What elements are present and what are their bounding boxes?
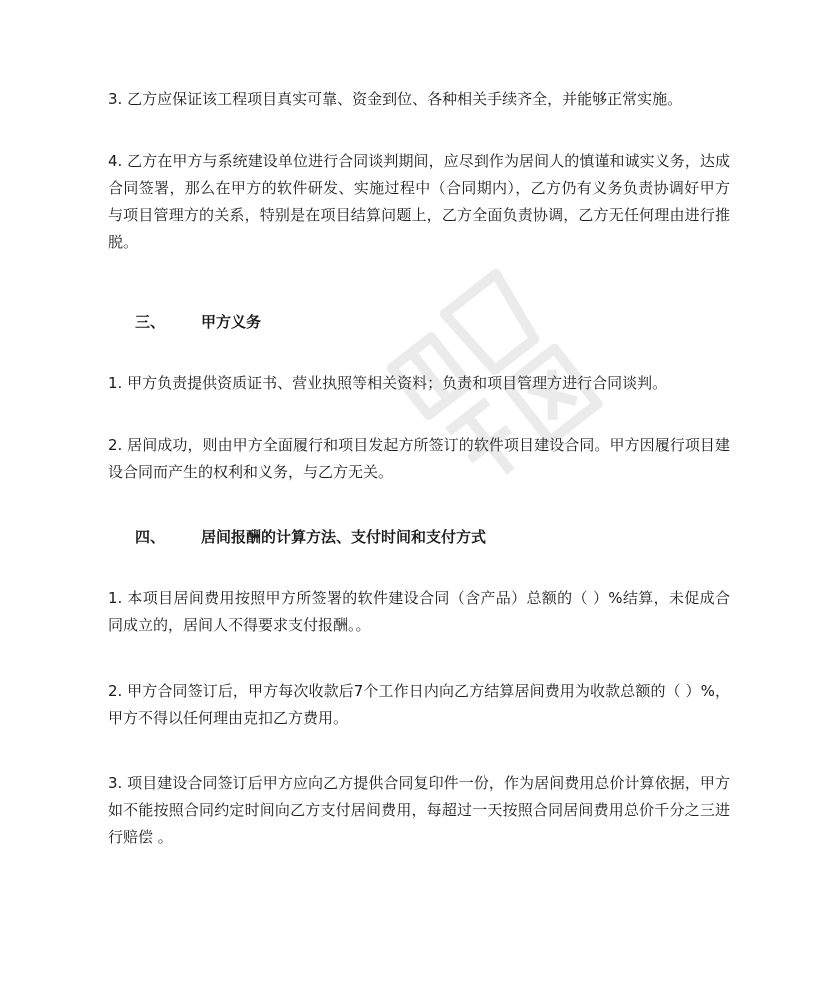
clause-paragraph: 2. 甲方合同签订后，甲方每次收款后7个工作日内向乙方结算居间费用为收款总额的（ ）%，甲方不得以任何理由克扣乙方费用。 [108,682,730,727]
clause-paragraph: 4. 乙方在甲方与系统建设单位进行合同谈判期间，应尽到作为居间人的慎谨和诚实义务，达成合同签署，那么在甲方的软件研发、实施过程中（合同期内），乙方仍有义务负责协调好甲方与项目管理方的关系，特别是在项目结算问题上，乙方全面负责协调，乙方无任何理由进行推脱。 [108,152,730,251]
section-heading [108,524,486,551]
clause-paragraph: 3. 乙方应保证该工程项目真实可靠、资金到位、各种相关手续齐全，并能够正常实施。 [108,90,683,108]
section-title: 甲方义务 [201,313,262,331]
clause-paragraph: 1. 甲方负责提供资质证书、营业执照等相关资料；负责和项目管理方进行合同谈判。 [108,374,668,392]
section-number: 三、 [135,313,166,331]
clause-paragraph: 2. 居间成功，则由甲方全面履行和项目发起方所签订的软件项目建设合同。甲方因履行项目建设合同而产生的权利和义务，与乙方无关。 [108,436,730,481]
clause-paragraph: 3. 项目建设合同签订后甲方应向乙方提供合同复印件一份，作为居间费用总价计算依据，甲方如不能按照合同约定时间向乙方支付居间费用，每超过一天按照合同居间费用总价千分之三进行赔偿 。 [108,774,730,846]
section-number: 四、 [135,528,166,546]
section-title: 居间报酬的计算方法、支付时间和支付方式 [201,528,487,546]
clause-paragraph: 1. 本项目居间费用按照甲方所签署的软件建设合同（含产品）总额的（ ）%结算，未促成合同成立的，居间人不得要求支付报酬。。 [108,589,730,634]
section-heading [108,309,261,336]
